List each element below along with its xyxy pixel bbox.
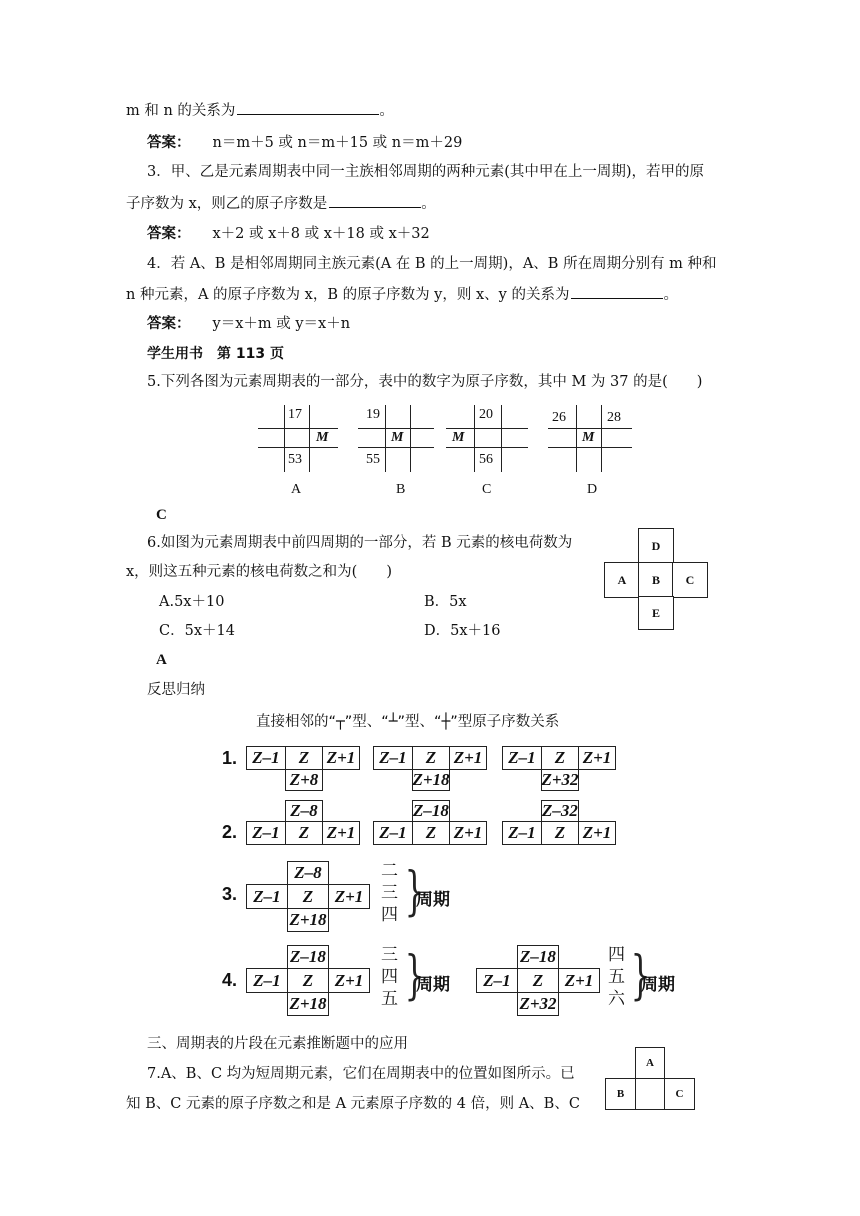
cell-zm1: Z–1	[246, 884, 288, 909]
period-list	[608, 944, 625, 1010]
cell-zp1: Z+1	[449, 746, 487, 770]
period-num: 三	[381, 883, 398, 903]
cell-zm1: Z–1	[476, 968, 518, 993]
cell-zm1: Z–1	[246, 968, 288, 993]
row-label: 3.	[222, 884, 238, 904]
period-num: 五	[381, 989, 398, 1009]
period-num: 五	[608, 967, 625, 987]
cell-z: Z	[541, 821, 579, 845]
cell-zm18: Z–18	[517, 945, 559, 969]
reflect-heading: 反思归纳	[147, 682, 205, 698]
q3-text: 子序数为 x，则乙的原子序数是	[126, 196, 328, 212]
atomic-number: 56	[479, 452, 493, 467]
q4-text: n 种元素，A 的原子序数为 x，B 的原子序数为 y，则 x、y 的关系为	[126, 287, 570, 303]
cell-zp32: Z+32	[517, 992, 559, 1016]
answer-label: 答案：	[147, 135, 191, 151]
option-label: A	[291, 482, 302, 497]
punct: 。	[379, 103, 394, 119]
q3-line1: 3．甲、乙是元素周期表中同一主族相邻周期的两种元素(其中甲在上一周期)，若甲的原	[147, 164, 705, 180]
cell-zp1: Z+1	[558, 968, 600, 993]
q5-text: 5.下列各图为元素周期表的一部分，表中的数字为原子序数，其中 M 为 37 的是( )	[147, 374, 703, 390]
punct: 。	[663, 287, 678, 303]
q7-line2: 知 B、C 元素的原子序数之和是 A 元素原子序数的 4 倍，则 A、B、C	[126, 1096, 580, 1112]
answer-label: 答案：	[147, 226, 191, 242]
answer-2	[147, 133, 462, 153]
option-label: B	[396, 482, 406, 497]
answer-label: 答案：	[147, 316, 191, 332]
cell-zm18: Z–18	[413, 801, 449, 820]
cell-zp1: Z+1	[328, 968, 370, 993]
answer-blank[interactable]	[329, 193, 421, 208]
row-label: 4.	[222, 970, 238, 990]
answer-text: n＝m＋5 或 n＝m＋15 或 n＝m＋29	[212, 135, 463, 151]
cell-z: Z	[517, 968, 559, 993]
cell-zp1: Z+1	[322, 746, 360, 770]
option-a[interactable]: A.5x＋10	[159, 594, 225, 610]
m-label: M	[452, 430, 465, 445]
cell-zp1: Z+1	[322, 821, 360, 845]
book-page-ref: 学生用书 第 113 页	[147, 346, 284, 362]
cell-z: Z	[285, 821, 323, 845]
figure-title: 直接相邻的“┬”型、“┴”型、“┼”型原子序数关系	[256, 714, 560, 730]
cell-zm32: Z–32	[542, 801, 578, 820]
option-b[interactable]: B．5x	[424, 594, 467, 610]
cell-zm8: Z–8	[287, 861, 329, 885]
brace-icon: }	[404, 862, 425, 922]
brace-icon: }	[630, 946, 651, 1006]
cell-z: Z	[285, 746, 323, 770]
answer-text: y＝x＋m 或 y＝x＋n	[212, 316, 351, 332]
cell-zm1: Z–1	[502, 746, 542, 770]
cell-a: A	[604, 562, 640, 598]
m-label: M	[391, 430, 404, 445]
q2-text: m 和 n 的关系为	[126, 103, 236, 119]
cell-z: Z	[412, 746, 450, 770]
cell-zm1: Z–1	[373, 821, 413, 845]
cell-zp8: Z+8	[285, 769, 323, 791]
atomic-number: 19	[366, 407, 380, 422]
answer-blank[interactable]	[237, 100, 379, 115]
atomic-number: 53	[288, 452, 302, 467]
row-label: 2.	[222, 822, 238, 842]
period-num: 三	[381, 945, 398, 965]
q2-tail	[126, 100, 394, 121]
cell-zp1: Z+1	[578, 821, 616, 845]
brace-icon: }	[404, 946, 425, 1006]
period-word: 周期	[641, 975, 675, 995]
cell-b: B	[638, 562, 674, 598]
cell-zp18: Z+18	[287, 908, 329, 932]
cell-c: C	[664, 1078, 695, 1110]
atomic-number: 20	[479, 407, 493, 422]
option-label: D	[587, 482, 598, 497]
cell-d: D	[638, 528, 674, 564]
section-heading: 三、周期表的片段在元素推断题中的应用	[147, 1036, 408, 1052]
cell-zp1: Z+1	[449, 821, 487, 845]
period-num: 四	[381, 905, 398, 925]
cell-zp1: Z+1	[578, 746, 616, 770]
cell-zp1: Z+1	[328, 884, 370, 909]
period-num: 六	[608, 989, 625, 1009]
q4-line2	[126, 284, 678, 305]
atomic-number: 55	[366, 452, 380, 467]
answer-4	[147, 314, 350, 334]
cell-zp18: Z+18	[412, 770, 450, 789]
period-list	[381, 944, 398, 1010]
q7-line1: 7.A、B、C 均为短周期元素，它们在周期表中的位置如图所示。已	[147, 1066, 575, 1082]
m-label: M	[582, 430, 595, 445]
cell-z: Z	[541, 746, 579, 770]
q4-line1: 4．若 A、B 是相邻周期同主族元素(A 在 B 的上一周期)，A、B 所在周期分别有 m 种和	[147, 256, 717, 272]
option-c[interactable]: C．5x＋14	[159, 623, 235, 639]
cell-zm1: Z–1	[502, 821, 542, 845]
cell-zm1: Z–1	[246, 746, 286, 770]
cell-c: C	[672, 562, 708, 598]
q6-line1: 6.如图为元素周期表中前四周期的一部分，若 B 元素的核电荷数为	[147, 535, 573, 551]
answer-blank[interactable]	[571, 284, 663, 299]
answer-3	[147, 224, 430, 244]
cell-zm1: Z–1	[246, 821, 286, 845]
q6-line2: x，则这五种元素的核电荷数之和为( )	[126, 564, 392, 580]
period-num: 四	[381, 967, 398, 987]
period-list	[381, 860, 398, 926]
cell-zp32: Z+32	[541, 770, 579, 789]
cell-z: Z	[287, 884, 329, 909]
option-d[interactable]: D．5x＋16	[424, 623, 501, 639]
cell-z: Z	[412, 821, 450, 845]
atomic-number: 17	[288, 407, 302, 422]
cell-a: A	[635, 1047, 665, 1079]
cell-e: E	[638, 596, 674, 630]
option-label: C	[482, 482, 492, 497]
m-label: M	[316, 430, 329, 445]
cell-zm18: Z–18	[287, 945, 329, 969]
q3-line2	[126, 193, 436, 214]
answer-6: A	[156, 652, 167, 668]
cell-zp18: Z+18	[287, 992, 329, 1016]
period-word: 周期	[416, 890, 450, 910]
answer-text: x＋2 或 x＋8 或 x＋18 或 x＋32	[212, 226, 430, 242]
atomic-number: 28	[607, 410, 621, 425]
punct: 。	[421, 196, 436, 212]
cell-empty	[635, 1078, 665, 1110]
period-num: 四	[608, 945, 625, 965]
row-label: 1.	[222, 748, 238, 768]
period-word: 周期	[416, 975, 450, 995]
atomic-number: 26	[552, 410, 566, 425]
cell-zm1: Z–1	[373, 746, 413, 770]
answer-5: C	[156, 507, 167, 523]
cell-b: B	[605, 1078, 636, 1110]
period-num: 二	[381, 861, 398, 881]
cell-zm8: Z–8	[285, 800, 323, 822]
cell-z: Z	[287, 968, 329, 993]
